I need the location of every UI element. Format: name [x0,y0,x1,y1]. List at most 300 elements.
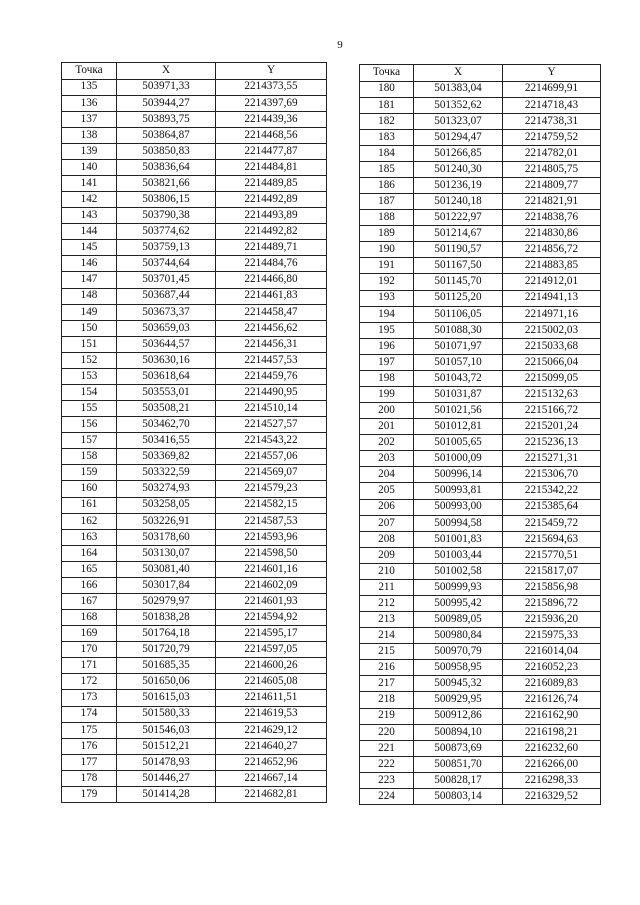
point-number-cell: 137 [62,111,117,127]
y-coordinate-cell: 2216329,52 [503,788,601,804]
y-coordinate-cell: 2214809,77 [503,177,601,193]
point-number-cell: 174 [62,706,117,722]
y-coordinate-cell: 2214587,53 [216,513,327,529]
table-row [360,612,601,628]
x-coordinate-cell: 501240,30 [414,161,503,177]
point-number-cell: 215 [360,644,414,660]
x-coordinate-cell: 501323,07 [414,113,503,129]
point-number-cell: 135 [62,79,117,95]
y-coordinate-cell: 2214557,06 [216,449,327,465]
point-number-cell: 190 [360,242,414,258]
x-coordinate-cell: 500980,84 [414,628,503,644]
x-coordinate-cell: 501190,57 [414,242,503,258]
point-number-cell: 175 [62,722,117,738]
x-coordinate-cell: 501685,35 [117,658,216,674]
y-coordinate-cell: 2216298,33 [503,772,601,788]
x-coordinate-cell: 501352,62 [414,97,503,113]
x-coordinate-cell: 501001,83 [414,531,503,547]
x-coordinate-cell: 501546,03 [117,722,216,738]
table-row [62,433,327,449]
y-coordinate-cell: 2215817,07 [503,563,601,579]
y-coordinate-cell: 2214619,53 [216,706,327,722]
y-coordinate-cell: 2214490,95 [216,384,327,400]
x-coordinate-cell: 500851,70 [414,756,503,772]
table-row [62,754,327,770]
table-row [62,127,327,143]
point-number-cell: 205 [360,483,414,499]
y-coordinate-cell: 2214611,51 [216,690,327,706]
x-coordinate-cell: 501512,21 [117,738,216,754]
table-row [62,143,327,159]
x-coordinate-cell: 501383,04 [414,81,503,97]
table-row [62,786,327,802]
y-coordinate-cell: 2214484,81 [216,159,327,175]
x-coordinate-cell: 501266,85 [414,145,503,161]
x-coordinate-cell: 503687,44 [117,288,216,304]
x-coordinate-cell: 500970,79 [414,644,503,660]
table-row [62,401,327,417]
y-coordinate-cell: 2214595,17 [216,626,327,642]
x-coordinate-cell: 503508,21 [117,401,216,417]
x-coordinate-cell: 501057,10 [414,354,503,370]
x-coordinate-cell: 501106,05 [414,306,503,322]
x-coordinate-cell: 503618,64 [117,368,216,384]
table-row [360,547,601,563]
y-coordinate-cell: 2215306,70 [503,467,601,483]
y-coordinate-cell: 2215066,04 [503,354,601,370]
y-coordinate-cell: 2214838,76 [503,210,601,226]
table-body-left [62,79,327,803]
y-coordinate-cell: 2214458,47 [216,304,327,320]
point-number-cell: 161 [62,497,117,513]
x-coordinate-cell: 501414,28 [117,786,216,802]
y-coordinate-cell: 2214492,82 [216,224,327,240]
table-body-right [360,81,601,805]
x-coordinate-cell: 501446,27 [117,770,216,786]
point-number-cell: 162 [62,513,117,529]
table-row [62,465,327,481]
table-row [62,529,327,545]
point-number-cell: 193 [360,290,414,306]
y-coordinate-cell: 2214759,52 [503,129,601,145]
x-coordinate-cell: 501838,28 [117,610,216,626]
y-coordinate-cell: 2215236,13 [503,435,601,451]
table-row [62,175,327,191]
x-coordinate-cell: 503821,66 [117,175,216,191]
page-number: 9 [337,39,343,51]
table-row [360,258,601,274]
y-coordinate-cell: 2214682,81 [216,786,327,802]
x-coordinate-cell: 503673,37 [117,304,216,320]
point-number-cell: 213 [360,612,414,628]
table-row [62,626,327,642]
x-coordinate-cell: 503258,05 [117,497,216,513]
point-number-cell: 181 [360,97,414,113]
x-coordinate-cell: 500803,14 [414,788,503,804]
table-row [62,770,327,786]
x-coordinate-cell: 501071,97 [414,338,503,354]
y-coordinate-cell: 2214459,76 [216,368,327,384]
table-row [360,226,601,242]
x-coordinate-cell: 503630,16 [117,352,216,368]
table-row [62,674,327,690]
y-coordinate-cell: 2215132,63 [503,386,601,402]
table-row [360,515,601,531]
y-coordinate-cell: 2214582,15 [216,497,327,513]
table-row [360,81,601,97]
point-number-cell: 218 [360,692,414,708]
table-row [360,145,601,161]
table-row [62,288,327,304]
y-coordinate-cell: 2214830,86 [503,226,601,242]
x-coordinate-cell: 501145,70 [414,274,503,290]
x-coordinate-cell: 500993,00 [414,499,503,515]
point-number-cell: 217 [360,676,414,692]
table-row [360,563,601,579]
table-row [360,483,601,499]
table-row [62,513,327,529]
y-coordinate-cell: 2214805,75 [503,161,601,177]
y-coordinate-cell: 2214489,71 [216,240,327,256]
y-coordinate-cell: 2214373,55 [216,79,327,95]
x-coordinate-cell: 503744,64 [117,256,216,272]
y-coordinate-cell: 2214593,96 [216,529,327,545]
x-coordinate-cell: 503944,27 [117,95,216,111]
table-row [360,708,601,724]
point-number-cell: 147 [62,272,117,288]
x-coordinate-cell: 503416,55 [117,433,216,449]
point-number-cell: 176 [62,738,117,754]
point-number-cell: 154 [62,384,117,400]
table-row [62,706,327,722]
point-number-cell: 179 [62,786,117,802]
x-coordinate-cell: 503130,07 [117,545,216,561]
y-coordinate-cell: 2214597,05 [216,642,327,658]
x-coordinate-cell: 503226,91 [117,513,216,529]
point-number-cell: 214 [360,628,414,644]
point-number-cell: 196 [360,338,414,354]
y-coordinate-cell: 2214543,22 [216,433,327,449]
x-coordinate-cell: 503178,60 [117,529,216,545]
point-number-cell: 140 [62,159,117,175]
table-row [62,722,327,738]
y-coordinate-cell: 2215033,68 [503,338,601,354]
y-coordinate-cell: 2214477,87 [216,143,327,159]
y-coordinate-cell: 2214600,26 [216,658,327,674]
table-row [360,676,601,692]
point-number-cell: 136 [62,95,117,111]
x-coordinate-cell: 503836,64 [117,159,216,175]
y-coordinate-cell: 2216266,00 [503,756,601,772]
y-coordinate-cell: 2214468,56 [216,127,327,143]
x-coordinate-cell: 500945,32 [414,676,503,692]
y-coordinate-cell: 2214883,85 [503,258,601,274]
column-header-x: X [414,65,503,82]
point-number-cell: 159 [62,465,117,481]
y-coordinate-cell: 2214456,31 [216,336,327,352]
y-coordinate-cell: 2215201,24 [503,419,601,435]
table-row [62,192,327,208]
point-number-cell: 168 [62,610,117,626]
point-number-cell: 171 [62,658,117,674]
y-coordinate-cell: 2215099,05 [503,370,601,386]
x-coordinate-cell: 500912,86 [414,708,503,724]
x-coordinate-cell: 500873,69 [414,740,503,756]
x-coordinate-cell: 500999,93 [414,579,503,595]
table-row [360,161,601,177]
x-coordinate-cell: 500993,81 [414,483,503,499]
table-row [360,467,601,483]
point-number-cell: 203 [360,451,414,467]
x-coordinate-cell: 500995,42 [414,596,503,612]
table-row [62,610,327,626]
coordinates-table-left [61,62,327,803]
table-header-row [62,63,327,80]
y-coordinate-cell: 2214699,91 [503,81,601,97]
table-row [62,384,327,400]
table-row [62,577,327,593]
x-coordinate-cell: 501615,03 [117,690,216,706]
column-header-y: Y [503,65,601,82]
table-row [360,788,601,804]
table-row [62,256,327,272]
point-number-cell: 183 [360,129,414,145]
point-number-cell: 138 [62,127,117,143]
point-number-cell: 141 [62,175,117,191]
point-number-cell: 185 [360,161,414,177]
y-coordinate-cell: 2214941,13 [503,290,601,306]
point-number-cell: 155 [62,401,117,417]
point-number-cell: 199 [360,386,414,402]
x-coordinate-cell: 501214,67 [414,226,503,242]
y-coordinate-cell: 2214527,57 [216,417,327,433]
point-number-cell: 204 [360,467,414,483]
point-number-cell: 194 [360,306,414,322]
x-coordinate-cell: 501000,09 [414,451,503,467]
table-row [360,210,601,226]
x-coordinate-cell: 503322,59 [117,465,216,481]
y-coordinate-cell: 2215936,20 [503,612,601,628]
y-coordinate-cell: 2214489,85 [216,175,327,191]
x-coordinate-cell: 501012,81 [414,419,503,435]
y-coordinate-cell: 2214821,91 [503,194,601,210]
point-number-cell: 167 [62,594,117,610]
y-coordinate-cell: 2216162,90 [503,708,601,724]
x-coordinate-cell: 503274,93 [117,481,216,497]
table-row [360,628,601,644]
table-row [62,159,327,175]
y-coordinate-cell: 2215002,03 [503,322,601,338]
table-row [62,594,327,610]
x-coordinate-cell: 501003,44 [414,547,503,563]
y-coordinate-cell: 2214912,01 [503,274,601,290]
x-coordinate-cell: 501764,18 [117,626,216,642]
table-row [360,274,601,290]
x-coordinate-cell: 503017,84 [117,577,216,593]
point-number-cell: 146 [62,256,117,272]
y-coordinate-cell: 2214456,62 [216,320,327,336]
y-coordinate-cell: 2214738,31 [503,113,601,129]
y-coordinate-cell: 2215694,63 [503,531,601,547]
table-row [360,370,601,386]
x-coordinate-cell: 500996,14 [414,467,503,483]
table-header-row [360,65,601,82]
point-number-cell: 222 [360,756,414,772]
x-coordinate-cell: 503806,15 [117,192,216,208]
x-coordinate-cell: 503850,83 [117,143,216,159]
point-number-cell: 189 [360,226,414,242]
y-coordinate-cell: 2214602,09 [216,577,327,593]
x-coordinate-cell: 500828,17 [414,772,503,788]
table-row [62,738,327,754]
point-number-cell: 145 [62,240,117,256]
x-coordinate-cell: 500958,95 [414,660,503,676]
table-row [62,368,327,384]
x-coordinate-cell: 503893,75 [117,111,216,127]
y-coordinate-cell: 2214971,16 [503,306,601,322]
x-coordinate-cell: 501236,19 [414,177,503,193]
point-number-cell: 208 [360,531,414,547]
y-coordinate-cell: 2216052,23 [503,660,601,676]
x-coordinate-cell: 501580,33 [117,706,216,722]
x-coordinate-cell: 502979,97 [117,594,216,610]
point-number-cell: 139 [62,143,117,159]
point-number-cell: 166 [62,577,117,593]
point-number-cell: 198 [360,370,414,386]
table-row [360,660,601,676]
point-number-cell: 192 [360,274,414,290]
point-number-cell: 211 [360,579,414,595]
table-row [62,417,327,433]
point-number-cell: 151 [62,336,117,352]
y-coordinate-cell: 2214856,72 [503,242,601,258]
x-coordinate-cell: 501043,72 [414,370,503,386]
point-number-cell: 219 [360,708,414,724]
point-number-cell: 209 [360,547,414,563]
point-number-cell: 197 [360,354,414,370]
x-coordinate-cell: 503553,01 [117,384,216,400]
y-coordinate-cell: 2214397,69 [216,95,327,111]
x-coordinate-cell: 503081,40 [117,561,216,577]
point-number-cell: 195 [360,322,414,338]
x-coordinate-cell: 501294,47 [414,129,503,145]
y-coordinate-cell: 2215856,98 [503,579,601,595]
x-coordinate-cell: 500929,95 [414,692,503,708]
y-coordinate-cell: 2214457,53 [216,352,327,368]
table-row [62,208,327,224]
point-number-cell: 163 [62,529,117,545]
point-number-cell: 156 [62,417,117,433]
table-row [360,386,601,402]
table-row [62,658,327,674]
table-row [62,449,327,465]
table-row [62,111,327,127]
x-coordinate-cell: 501021,56 [414,403,503,419]
point-number-cell: 144 [62,224,117,240]
y-coordinate-cell: 2214652,96 [216,754,327,770]
point-number-cell: 220 [360,724,414,740]
x-coordinate-cell: 501222,97 [414,210,503,226]
point-number-cell: 202 [360,435,414,451]
y-coordinate-cell: 2214492,89 [216,192,327,208]
column-header-point: Точка [62,63,117,80]
point-number-cell: 152 [62,352,117,368]
table-row [360,338,601,354]
x-coordinate-cell: 501005,65 [414,435,503,451]
table-row [62,79,327,95]
table-row [360,129,601,145]
x-coordinate-cell: 503774,62 [117,224,216,240]
x-coordinate-cell: 503462,70 [117,417,216,433]
x-coordinate-cell: 501167,50 [414,258,503,274]
y-coordinate-cell: 2214601,16 [216,561,327,577]
point-number-cell: 212 [360,596,414,612]
point-number-cell: 165 [62,561,117,577]
point-number-cell: 148 [62,288,117,304]
table-row [62,224,327,240]
x-coordinate-cell: 501125,20 [414,290,503,306]
y-coordinate-cell: 2215385,64 [503,499,601,515]
table-row [360,579,601,595]
coordinates-table-right [359,64,601,805]
x-coordinate-cell: 503971,33 [117,79,216,95]
point-number-cell: 164 [62,545,117,561]
y-coordinate-cell: 2215975,33 [503,628,601,644]
y-coordinate-cell: 2214598,50 [216,545,327,561]
table-row [360,531,601,547]
point-number-cell: 207 [360,515,414,531]
y-coordinate-cell: 2214439,36 [216,111,327,127]
y-coordinate-cell: 2216089,83 [503,676,601,692]
table-row [360,419,601,435]
table-row [62,690,327,706]
y-coordinate-cell: 2216014,04 [503,644,601,660]
table-row [360,194,601,210]
x-coordinate-cell: 501720,79 [117,642,216,658]
table-row [360,692,601,708]
y-coordinate-cell: 2214461,83 [216,288,327,304]
point-number-cell: 173 [62,690,117,706]
y-coordinate-cell: 2215271,31 [503,451,601,467]
y-coordinate-cell: 2214640,27 [216,738,327,754]
point-number-cell: 149 [62,304,117,320]
point-number-cell: 201 [360,419,414,435]
table-row [62,481,327,497]
y-coordinate-cell: 2215770,51 [503,547,601,563]
column-header-x: X [117,63,216,80]
table-row [360,322,601,338]
point-number-cell: 172 [62,674,117,690]
table-row [360,756,601,772]
table-row [360,242,601,258]
x-coordinate-cell: 501650,06 [117,674,216,690]
y-coordinate-cell: 2214629,12 [216,722,327,738]
y-coordinate-cell: 2214782,01 [503,145,601,161]
x-coordinate-cell: 501002,58 [414,563,503,579]
y-coordinate-cell: 2214493,89 [216,208,327,224]
y-coordinate-cell: 2216232,60 [503,740,601,756]
y-coordinate-cell: 2214601,93 [216,594,327,610]
y-coordinate-cell: 2215166,72 [503,403,601,419]
x-coordinate-cell: 501240,18 [414,194,503,210]
x-coordinate-cell: 500989,05 [414,612,503,628]
point-number-cell: 158 [62,449,117,465]
point-number-cell: 210 [360,563,414,579]
point-number-cell: 177 [62,754,117,770]
table-row [62,545,327,561]
x-coordinate-cell: 503369,82 [117,449,216,465]
table-row [360,451,601,467]
